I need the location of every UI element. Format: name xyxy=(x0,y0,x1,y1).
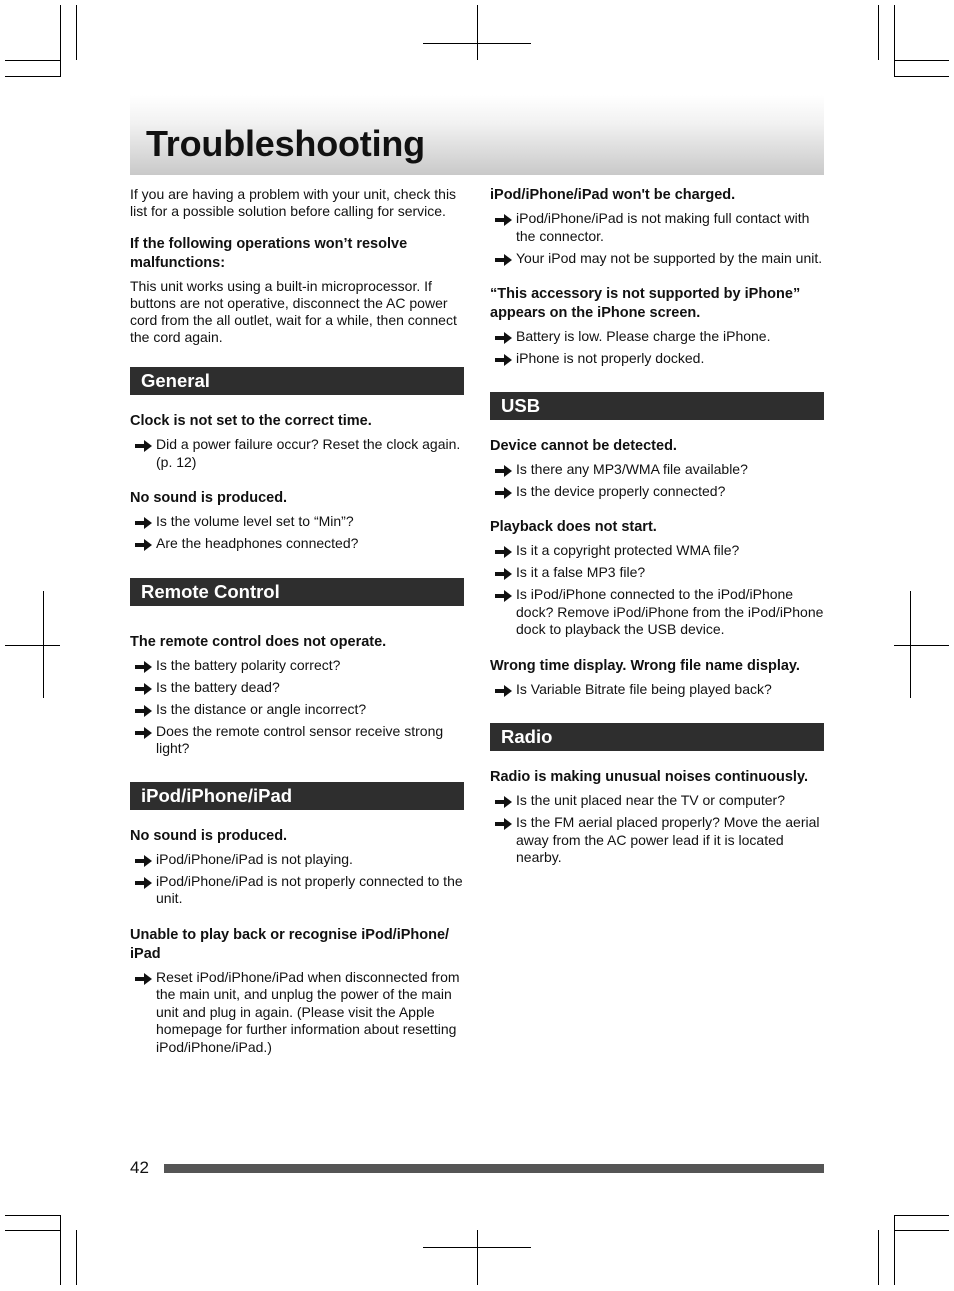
ipod-cont-groups xyxy=(490,186,824,368)
section-ipod: iPod/iPhone/iPad xyxy=(130,782,464,810)
solution-text: Your iPod may not be supported by the main unit. xyxy=(516,249,823,266)
right-column xyxy=(490,186,824,871)
arrow-right-icon xyxy=(135,682,152,694)
arrow-right-icon xyxy=(495,353,512,365)
solution-item xyxy=(130,679,464,697)
arrow-right-icon xyxy=(495,567,512,579)
arrow-right-icon xyxy=(135,972,152,984)
solution-list xyxy=(130,513,464,553)
section-general: General xyxy=(130,367,464,395)
arrow-right-icon xyxy=(135,854,152,866)
solution-text: iPhone is not properly docked. xyxy=(516,350,705,366)
section-usb: USB xyxy=(490,392,824,420)
solution-list xyxy=(130,657,464,758)
solution-item xyxy=(130,723,464,758)
solution-item xyxy=(130,701,464,719)
solution-list xyxy=(490,681,824,699)
arrow-right-icon xyxy=(135,538,152,550)
intro-note: This unit works using a built-in microprocessor. If buttons are not operative, disconnect the AC power cord from the all outlet, wait for a while, then connect the cord again. xyxy=(130,278,457,345)
solution-list xyxy=(490,328,824,368)
problem-heading: Device cannot be detected. xyxy=(490,437,677,454)
solution-text: iPod/iPhone/iPad is not properly connected to the unit. xyxy=(156,872,463,906)
arrow-right-icon xyxy=(495,253,512,265)
arrow-right-icon xyxy=(495,213,512,225)
solution-item xyxy=(490,586,824,639)
solution-item xyxy=(130,657,464,675)
remote-groups xyxy=(130,633,464,758)
problem-heading: iPod/iPhone/iPad won't be charged. xyxy=(490,187,736,203)
solution-text: Is it a false MP3 file? xyxy=(516,564,646,580)
arrow-right-icon xyxy=(495,684,512,696)
arrow-right-icon xyxy=(495,486,512,498)
solution-text: iPod/iPhone/iPad is not making full contact with the connector. xyxy=(516,210,810,244)
problem-heading: Radio is making unusual noises continuously. xyxy=(490,769,808,785)
solution-text: Is the battery dead? xyxy=(156,678,280,695)
solution-text: Is the unit placed near the TV or computer? xyxy=(516,792,786,808)
intro-subhead: If the following operations won’t resolve malfunctions: xyxy=(130,236,408,271)
section-radio: Radio xyxy=(490,723,824,751)
solution-item xyxy=(490,483,824,501)
solution-text: Did a power failure occur? Reset the clock again. (p. 12) xyxy=(156,436,461,470)
page-number: 42 xyxy=(130,1158,149,1177)
solution-item xyxy=(490,564,824,582)
solution-text: Is the volume level set to “Min”? xyxy=(156,513,354,529)
arrow-right-icon xyxy=(495,464,512,476)
solution-list xyxy=(490,542,824,639)
solution-item xyxy=(130,436,464,471)
solution-text: Is there any MP3/WMA file available? xyxy=(516,460,748,477)
solution-item xyxy=(490,350,824,368)
solution-text: Is the FM aerial placed properly? Move the aerial away from the AC power lead if it is located nearby. xyxy=(516,814,820,865)
solution-item xyxy=(490,814,824,867)
left-column xyxy=(130,186,464,1061)
arrow-right-icon xyxy=(135,726,152,738)
arrow-right-icon xyxy=(135,516,152,528)
radio-groups xyxy=(490,768,824,867)
problem-heading: Unable to play back or recognise iPod/iPhone/ iPad xyxy=(130,926,450,962)
solution-item xyxy=(130,535,464,553)
problem-heading: The remote control does not operate. xyxy=(130,633,387,650)
solution-item xyxy=(130,873,464,908)
solution-item xyxy=(490,461,824,479)
intro-text: If you are having a problem with your unit, check this list for a possible solution before calling for service. xyxy=(130,186,457,219)
solution-text: iPod/iPhone/iPad is not playing. xyxy=(156,850,353,867)
problem-heading: Clock is not set to the correct time. xyxy=(130,413,372,429)
solution-text: Battery is low. Please charge the iPhone. xyxy=(516,328,771,344)
footer-bar xyxy=(164,1164,824,1173)
arrow-right-icon xyxy=(135,876,152,888)
problem-heading: Wrong time display. Wrong file name display. xyxy=(490,657,800,674)
ipod-groups xyxy=(130,827,464,1057)
solution-text: Are the headphones connected? xyxy=(156,535,359,551)
page-title: Troubleshooting xyxy=(146,123,425,164)
solution-item xyxy=(490,681,824,699)
solution-list xyxy=(130,436,464,471)
solution-text: Reset iPod/iPhone/iPad when disconnected from the main unit, and unplug the power of the main unit and plug in again. (Please visit the Apple homepage for further information about resetting iPod/iPhone/iPad.) xyxy=(156,968,460,1055)
solution-item xyxy=(490,210,824,245)
arrow-right-icon xyxy=(495,589,512,601)
solution-text: Is it a copyright protected WMA file? xyxy=(516,542,740,558)
solution-text: Is Variable Bitrate file being played back? xyxy=(516,680,772,697)
arrow-right-icon xyxy=(495,795,512,807)
solution-item xyxy=(490,250,824,268)
arrow-right-icon xyxy=(135,439,152,451)
solution-item xyxy=(490,328,824,346)
problem-heading: No sound is produced. xyxy=(130,490,288,506)
solution-list xyxy=(130,851,464,908)
arrow-right-icon xyxy=(495,817,512,829)
solution-list xyxy=(490,210,824,267)
solution-item xyxy=(130,969,464,1057)
solution-item xyxy=(490,792,824,810)
solution-text: Is the distance or angle incorrect? xyxy=(156,700,367,717)
arrow-right-icon xyxy=(495,545,512,557)
solution-list xyxy=(490,792,824,867)
solution-list xyxy=(130,969,464,1057)
solution-item xyxy=(130,851,464,869)
solution-text: Is the device properly connected? xyxy=(516,482,726,499)
problem-heading: “This accessory is not supported by iPhone” appears on the iPhone screen. xyxy=(490,286,801,321)
arrow-right-icon xyxy=(135,660,152,672)
section-remote-control: Remote Control xyxy=(130,578,464,606)
arrow-right-icon xyxy=(135,704,152,716)
general-groups xyxy=(130,412,464,553)
usb-groups xyxy=(490,437,824,699)
problem-heading: No sound is produced. xyxy=(130,827,288,844)
problem-heading: Playback does not start. xyxy=(490,519,657,535)
solution-item xyxy=(490,542,824,560)
solution-text: Is iPod/iPhone connected to the iPod/iPhone dock? Remove iPod/iPhone from the iPod/iPhone dock to playback the USB device. xyxy=(516,586,824,637)
solution-text: Does the remote control sensor receive strong light? xyxy=(156,722,444,756)
solution-text: Is the battery polarity correct? xyxy=(156,656,341,673)
arrow-right-icon xyxy=(495,331,512,343)
solution-item xyxy=(130,513,464,531)
solution-list xyxy=(490,461,824,501)
